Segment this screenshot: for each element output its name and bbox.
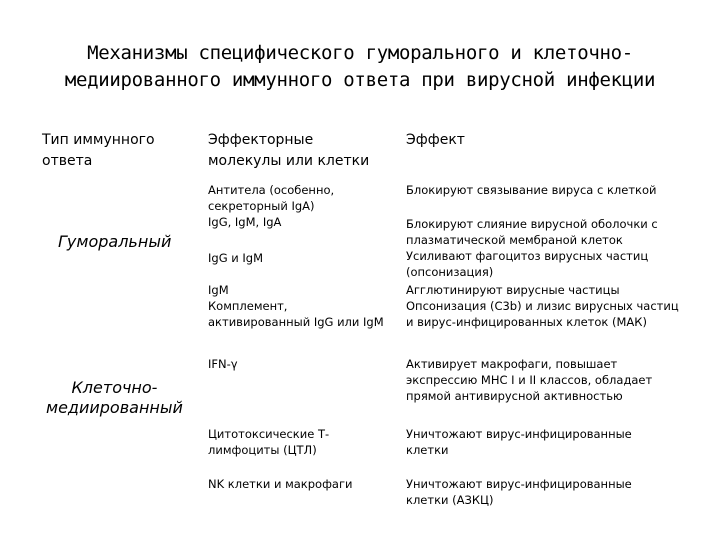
row-3-effect-line: Опсонизация (C3b) и лизис вирусных частиц: [406, 299, 679, 313]
header-effectors-line-1: Эффекторные: [208, 132, 314, 148]
row-5-effectors: [208, 426, 329, 458]
row-6-effect-line: клетки (АЗКЦ): [406, 493, 494, 507]
row-5-effectors-line: Цитотоксические Т-: [208, 427, 330, 441]
type-cellular-line-2: медиированный: [46, 398, 183, 417]
header-effectors-line-2: молекулы или клетки: [208, 153, 370, 169]
row-4-effect-line: прямой антивирусной активностью: [406, 389, 623, 403]
row-4-effect-line: экспрессию MHC I и II классов, обладает: [406, 373, 653, 387]
row-1-effectors: [208, 182, 334, 230]
row-5-effect-line: клетки: [406, 443, 449, 457]
row-1-effectors-line: Антитела (особенно,: [208, 183, 335, 197]
header-effector-molecules: [208, 130, 369, 172]
header-effect-text: Эффект: [406, 132, 465, 148]
header-immune-response-type: [42, 130, 155, 172]
row-5-effect-line: Уничтожают вирус-инфицированные: [406, 427, 632, 441]
type-humoral: [58, 232, 171, 252]
row-2-effect-line: Усиливают фагоцитоз вирусных частиц: [406, 249, 649, 263]
row-4-effect: [406, 356, 652, 404]
row-4-effectors: [208, 356, 238, 372]
header-effect: [406, 130, 465, 151]
row-1-effectors-line: IgG, IgM, IgA: [208, 215, 282, 229]
type-cellular-line-1: Клеточно-: [71, 378, 158, 397]
row-3-effectors-line: IgM: [208, 283, 229, 297]
row-2-effect-line: Блокируют слияние вирусной оболочки с: [406, 217, 658, 231]
header-type-line-2: ответа: [42, 153, 93, 169]
row-3-effectors-line: активированный IgG или IgM: [208, 315, 384, 329]
row-3-effect-line: и вирус-инфицированных клеток (МАК): [406, 315, 647, 329]
row-1-effectors-line: секреторный IgA): [208, 199, 315, 213]
row-2-effectors-line: IgG и IgM: [208, 251, 264, 265]
row-2-effect-line: (опсонизация): [406, 265, 494, 279]
row-5-effect: [406, 426, 632, 458]
type-cell-mediated: [46, 378, 183, 418]
row-3-effectors-line: Комплемент,: [208, 299, 288, 313]
title-line-1: Механизмы специфического гуморального и клеточно-: [87, 42, 633, 64]
row-6-effect-line: Уничтожают вирус-инфицированные: [406, 477, 632, 491]
row-2-effectors: [208, 250, 263, 266]
slide-title: [20, 40, 700, 94]
row-3-effect: [406, 282, 679, 330]
row-1-effect-line: Блокируют связывание вируса с клеткой: [406, 183, 657, 197]
row-4-effect-line: Активирует макрофаги, повышает: [406, 357, 618, 371]
title-line-2: медиированного иммунного ответа при вирусной инфекции: [64, 69, 656, 91]
row-1-effect: [406, 182, 656, 198]
row-6-effectors-line: NK клетки и макрофаги: [208, 477, 353, 491]
type-humoral-text: Гуморальный: [58, 232, 172, 251]
row-6-effectors: [208, 476, 352, 492]
row-2-effect: [406, 216, 658, 280]
row-6-effect: [406, 476, 632, 508]
row-2-effect-line: плазматической мембраной клеток: [406, 233, 623, 247]
row-3-effectors: [208, 282, 384, 330]
row-4-effectors-line: IFN-γ: [208, 357, 238, 371]
row-3-effect-line: Агглютинируют вирусные частицы: [406, 283, 620, 297]
header-type-line-1: Тип иммунного: [42, 132, 155, 148]
row-5-effectors-line: лимфоциты (ЦТЛ): [208, 443, 317, 457]
